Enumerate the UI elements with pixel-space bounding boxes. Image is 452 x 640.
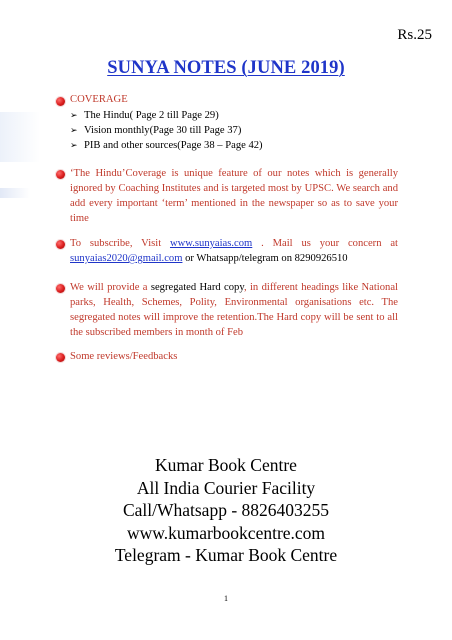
red-bullet-icon	[56, 170, 65, 179]
hardcopy-text-b: , in different headings like National parks, Health, Schemes, Polity, Environmental organisations etc. The segregated notes will improve the retention.The Hard copy will be sent to all the subscribed members in month of Feb	[70, 282, 398, 338]
document-title	[0, 58, 452, 79]
subscribe-contact: or Whatsapp/telegram on 8290926510	[182, 253, 348, 264]
footer-phone: Call/Whatsapp - 8826403255	[122, 500, 330, 520]
hindu-coverage-text: ‘The Hindu’Coverage is unique feature of our notes which is generally ignored by Coaching Institutes and is targeted most by UPSC. We search and add every important ‘term’ mentioned in the newspaper so as to save your time	[70, 168, 398, 224]
hardcopy-highlight: segregated Hard copy	[150, 282, 244, 293]
document-title-text: SUNYA NOTES (JUNE 2019)	[107, 58, 345, 78]
coverage-item	[70, 138, 263, 153]
coverage-item-text: Vision monthly(Page 30 till Page 37)	[84, 125, 242, 136]
bookstore-footer	[0, 454, 452, 567]
footer-website: www.kumarbookcentre.com	[126, 522, 326, 543]
red-bullet-icon	[56, 353, 65, 362]
coverage-label: COVERAGE	[70, 94, 128, 105]
faint-background-mark	[0, 112, 40, 162]
coverage-item-text: The Hindu( Page 2 till Page 29)	[84, 110, 219, 121]
red-bullet-icon	[56, 284, 65, 293]
email-link[interactable]: sunyaias2020@gmail.com	[70, 253, 183, 264]
coverage-item	[70, 108, 263, 123]
footer-telegram: Telegram - Kumar Book Centre	[114, 545, 338, 565]
subscribe-prefix: To subscribe, Visit	[70, 238, 170, 249]
website-link[interactable]: www.sunyaias.com	[169, 238, 253, 249]
coverage-item	[70, 123, 263, 138]
arrow-bullet-icon: ➢	[70, 140, 78, 150]
arrow-bullet-icon: ➢	[70, 110, 78, 120]
arrow-bullet-icon: ➢	[70, 125, 78, 135]
reviews-label	[70, 349, 398, 364]
subscribe-paragraph	[70, 236, 398, 266]
coverage-list	[70, 108, 263, 153]
subscribe-middle: . Mail us your concern at	[252, 238, 398, 249]
footer-store-name: Kumar Book Centre	[155, 455, 297, 475]
reviews-text: Some reviews/Feedbacks	[70, 351, 178, 362]
red-bullet-icon	[56, 97, 65, 106]
footer-courier: All India Courier Facility	[136, 477, 316, 498]
hindu-coverage-paragraph	[70, 166, 398, 226]
price-label: Rs.25	[397, 27, 432, 43]
faint-background-mark	[0, 188, 30, 198]
red-bullet-icon	[56, 240, 65, 249]
hardcopy-text-a: We will provide a	[70, 282, 151, 293]
coverage-item-text: PIB and other sources(Page 38 – Page 42)	[84, 140, 263, 151]
page-number: 1	[224, 594, 228, 603]
hardcopy-paragraph	[70, 280, 398, 340]
